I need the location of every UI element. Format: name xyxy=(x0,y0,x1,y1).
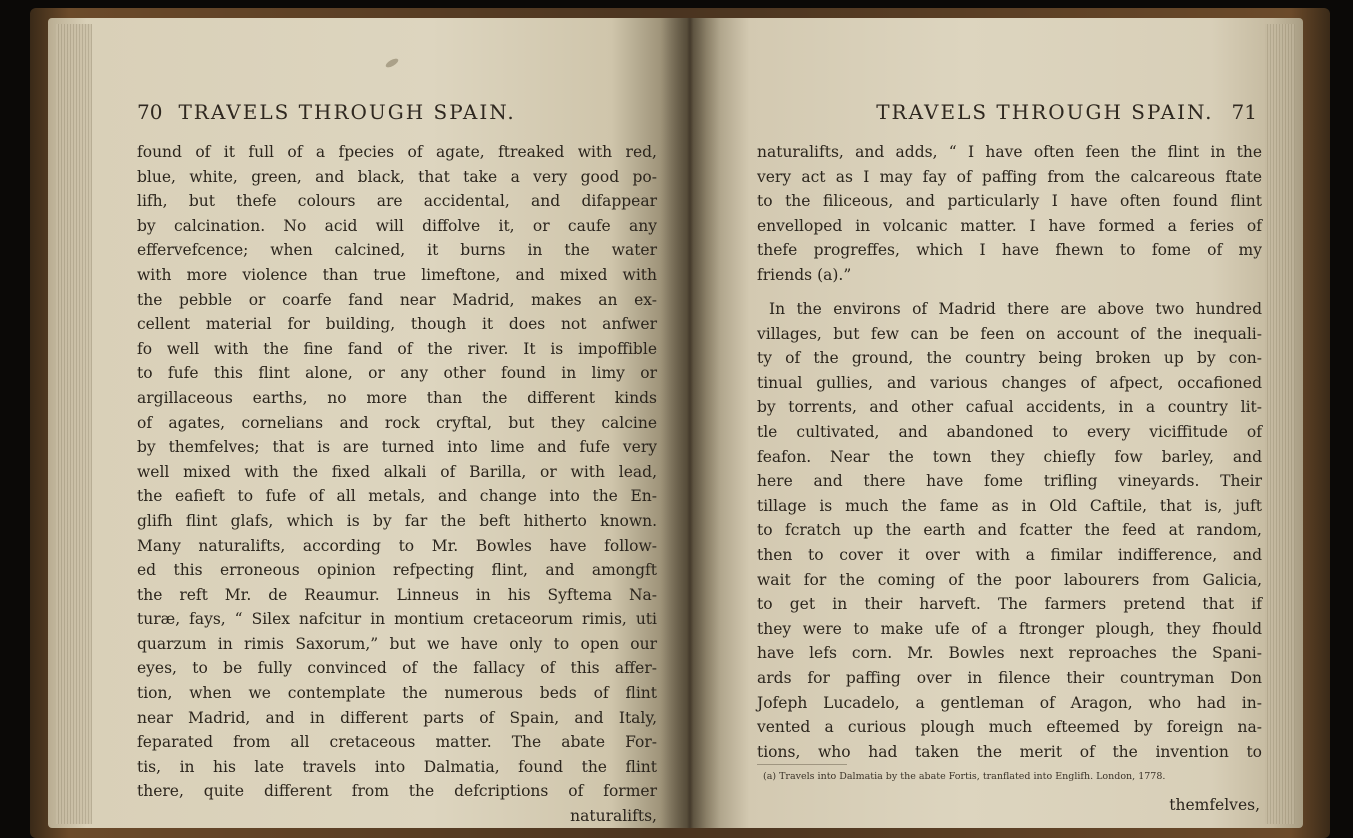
text-line: fo well with the fine fand of the river. It is impoffible xyxy=(137,339,657,358)
text-line: by themfelves; that is are turned into lime and fufe very xyxy=(137,438,657,457)
text-line: the reft Mr. de Reaumur. Linneus in his Syftema Na- xyxy=(137,585,657,604)
text-line: ed this erroneous opinion refpecting flint, and amongft xyxy=(137,561,657,580)
text-line: by torrents, and other cafual accidents, in a country lit- xyxy=(757,398,1262,417)
left-body-text xyxy=(137,140,657,829)
catchword-right: themfelves, xyxy=(1169,796,1260,814)
text-line: tion, when we contemplate the numerous beds of flint xyxy=(137,684,657,703)
text-line: tis, in his late travels into Dalmatia, found the flint xyxy=(137,757,657,776)
text-line: quarzum in rimis Saxorum,” but we have only to open our xyxy=(137,634,657,653)
text-line: In the environs of Madrid there are above two hundred xyxy=(769,300,1262,318)
text-line: the eafieft to fufe of all metals, and change into the En- xyxy=(137,487,657,506)
text-line: have lefs corn. Mr. Bowles next reproaches the Spani- xyxy=(757,644,1262,663)
text-line: Jofeph Lucadelo, a gentleman of Aragon, who had in- xyxy=(757,693,1262,712)
text-line: by calcination. No acid will diffolve it, or caufe any xyxy=(137,216,657,235)
right-page-edges xyxy=(1265,24,1295,824)
text-line: villages, but few can be feen on account of the inequali- xyxy=(757,324,1262,343)
text-line: blue, white, green, and black, that take a very good po- xyxy=(137,167,657,186)
text-line: glifh flint glafs, which is by far the beft hitherto known. xyxy=(137,511,657,530)
text-line: very act as I may fay of paffing from the calcareous ftate xyxy=(757,167,1262,186)
text-line: tinual gullies, and various changes of afpect, occafioned xyxy=(757,373,1262,392)
text-line: tillage is much the fame as in Old Caftile, that is, juft xyxy=(757,496,1262,515)
footnote-rule xyxy=(757,764,847,765)
text-line: the pebble or coarfe fand near Madrid, makes an ex- xyxy=(137,290,657,309)
text-line: envelloped in volcanic matter. I have formed a feries of xyxy=(757,216,1262,235)
text-line: feafon. Near the town they chiefly fow barley, and xyxy=(757,447,1262,466)
text-line: to fufe this flint alone, or any other found in limy or xyxy=(137,364,657,383)
text-line: wait for the coming of the poor labourers from Galicia, xyxy=(757,570,1262,589)
text-line: cellent material for building, though it does not anfwer xyxy=(137,315,657,334)
left-running-title: TRAVELS THROUGH SPAIN. xyxy=(178,100,516,124)
text-line: near Madrid, and in different parts of Spain, and Italy, xyxy=(137,708,657,727)
right-body-paragraph-1 xyxy=(757,140,1262,288)
text-line: lifh, but thefe colours are accidental, and difappear xyxy=(137,192,657,211)
text-line: found of it full of a fpecies of agate, ftreaked with red, xyxy=(137,143,657,161)
left-page-edges xyxy=(56,24,92,824)
text-line: to get in their harveft. The farmers pretend that if xyxy=(757,595,1262,614)
text-line: tle cultivated, and abandoned to every viciffitude of xyxy=(757,422,1262,441)
text-line: argillaceous earths, no more than the different kinds xyxy=(137,388,657,407)
text-line: Many naturalifts, according to Mr. Bowles have follow- xyxy=(137,536,657,555)
text-line: eyes, to be fully convinced of the fallacy of this affer- xyxy=(137,659,657,678)
text-line: ards for paffing over in filence their countryman Don xyxy=(757,668,1262,687)
right-page-number: 71 xyxy=(1231,100,1257,124)
text-line: they were to make ufe of a ftronger plough, they fhould xyxy=(757,619,1262,638)
text-line: here and there have fome trifling vineyards. Their xyxy=(757,472,1262,491)
text-line: naturalifts, and adds, “ I have often feen the flint in the xyxy=(757,143,1262,161)
left-running-head xyxy=(137,100,657,124)
left-page-number: 70 xyxy=(137,100,163,124)
book-gutter xyxy=(660,18,720,828)
text-line: friends (a).” xyxy=(757,265,852,284)
text-line: there, quite different from the defcriptions of former xyxy=(137,782,657,801)
catchword-left: naturalifts, xyxy=(570,807,657,826)
text-line: effervefcence; when calcined, it burns in the water xyxy=(137,241,657,260)
text-line: tions, who had taken the merit of the invention to xyxy=(757,742,1262,761)
footnote: (a) Travels into Dalmatia by the abate Fortis, tranflated into Englifh. London, 1778. xyxy=(763,771,1166,782)
text-line: then to cover it over with a fimilar indifference, and xyxy=(757,545,1262,564)
text-line: thefe progreffes, which I have fhewn to fome of my xyxy=(757,241,1262,260)
text-line: of agates, cornelians and rock cryftal, but they calcine xyxy=(137,413,657,432)
right-running-title: TRAVELS THROUGH SPAIN. xyxy=(876,100,1214,124)
text-line: ty of the ground, the country being broken up by con- xyxy=(757,349,1262,368)
text-line: vented a curious plough much efteemed by foreign na- xyxy=(757,718,1262,737)
text-line: to fcratch up the earth and fcatter the feed at random, xyxy=(757,521,1262,540)
right-running-head xyxy=(817,100,1257,124)
text-line: to the filiceous, and particularly I have often found flint xyxy=(757,192,1262,211)
text-line: feparated from all cretaceous matter. The abate For- xyxy=(137,733,657,752)
text-line: well mixed with the fixed alkali of Barilla, or with lead, xyxy=(137,462,657,481)
text-line: with more violence than true limeftone, and mixed with xyxy=(137,265,657,284)
right-body-paragraph-2 xyxy=(757,297,1262,764)
text-line: turæ, fays, “ Silex nafcitur in montium cretaceorum rimis, uti xyxy=(137,610,657,629)
